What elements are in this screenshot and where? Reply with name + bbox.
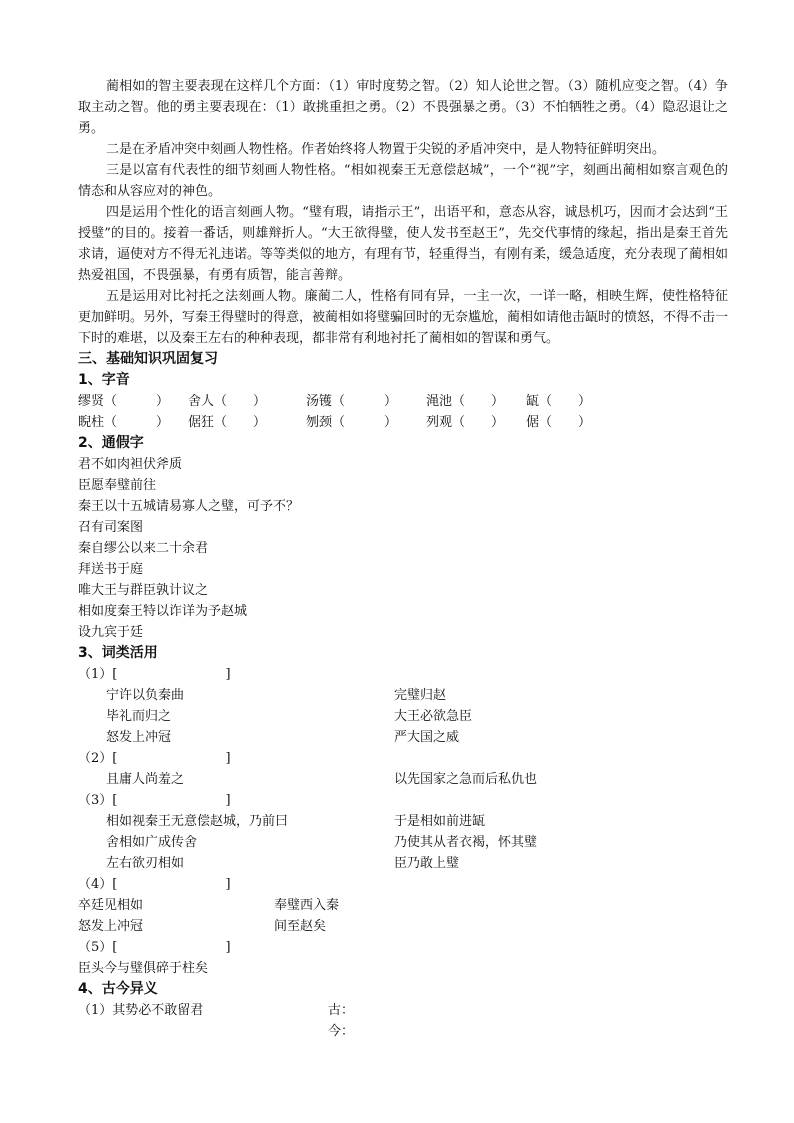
pron-item: 缪贤（ ） xyxy=(78,394,170,409)
pron-item: 汤镬（ ） xyxy=(306,394,398,409)
pron-item: 倨狂（ ） xyxy=(188,415,267,430)
gujin-sentence: （1）其势必不敢留君 xyxy=(78,1003,204,1018)
example-right: 于是相如前进缻 xyxy=(394,814,486,829)
group-1-row xyxy=(78,685,728,706)
pron-item: 列观（ ） xyxy=(426,415,505,430)
gu-label: 古： xyxy=(328,1003,355,1018)
example-left: 宁许以负秦曲 xyxy=(106,688,185,703)
example-left: 毕礼而归之 xyxy=(106,709,172,724)
example-left: 怒发上冲冠 xyxy=(78,919,144,934)
group-4-row xyxy=(78,895,728,916)
paragraph-detail: 三是以富有代表性的细节刻画人物性格。“相如视秦王无意偿赵城”，一个“视”字，刻画出蔺相如察言观色的情态和从容应对的神色。 xyxy=(78,163,728,199)
pron-item: 舍人（ ） xyxy=(188,394,267,409)
paragraph-wisdom-courage: 蔺相如的智主要表现在这样几个方面：（1）审时度势之智。（2）知人论世之智。（3）随机应变之智。（4）争取主动之智。他的勇主要表现在：（1）敢挑重担之勇。（2）不畏强暴之勇。（3）不怕牺牲之勇。（4）隐忍退让之勇。 xyxy=(78,79,728,136)
group-3-row xyxy=(78,853,728,874)
pron-item: 睨柱（ ） xyxy=(78,415,170,430)
tongjia-line: 臣愿奉璧前往 xyxy=(78,478,157,493)
example-right: 以先国家之急而后私仇也 xyxy=(394,772,538,787)
example-right: 间至赵矣 xyxy=(274,919,327,934)
group-3-bracket: （3）[ ] xyxy=(78,793,231,808)
gujin-item-1 xyxy=(78,1000,728,1021)
subsection-word-class-usage: 3、词类活用 xyxy=(78,645,158,661)
tongjia-line: 君不如肉袒伏斧质 xyxy=(78,457,183,472)
example-right: 臣乃敢上璧 xyxy=(394,856,460,871)
paragraph-language: 四是运用个性化的语言刻画人物。“璧有瑕，请指示王”，出语平和，意态从容，诚恳机巧，因而才会达到“王授璧”的目的。接着一番话，则雄辩折人。“大王欲得璧，使人发书至赵王”，先交代事情的缘起，指出是秦王首先求请，逼使对方不得无礼违诺。等等类似的地方，有理有节，轻重得当，有刚有柔，缓急适度，充分表现了蔺相如热爱祖国，不畏强暴，有勇有质智，能言善辩。 xyxy=(78,205,729,283)
tongjia-line: 拜送书于庭 xyxy=(78,562,144,577)
pronunciation-row-1 xyxy=(78,391,728,412)
group-1-row xyxy=(78,706,728,727)
gujin-item-1-jin xyxy=(78,1021,728,1042)
group-3-row xyxy=(78,811,728,832)
subsection-ancient-modern-meaning: 4、古今异义 xyxy=(78,981,158,997)
jin-label: 今： xyxy=(328,1024,355,1039)
pron-item: 刎颈（ ） xyxy=(306,415,398,430)
group-2-row xyxy=(78,769,728,790)
group-1-bracket: （1）[ ] xyxy=(78,667,231,682)
group-5-line: 臣头今与璧俱碎于柱矣 xyxy=(78,961,209,976)
tongjia-line: 相如度秦王特以诈详为予赵城 xyxy=(78,604,248,619)
pron-item: 倨（ ） xyxy=(526,415,592,430)
paragraph-conflict: 二是在矛盾冲突中刻画人物性格。作者始终将人物置于尖锐的矛盾冲突中，是人物特征鲜明突出。 xyxy=(106,142,666,157)
example-left: 相如视秦王无意偿赵城，乃前曰 xyxy=(106,814,289,829)
group-1-row xyxy=(78,727,728,748)
subsection-pronunciation: 1、字音 xyxy=(78,372,130,388)
pronunciation-row-2 xyxy=(78,412,728,433)
group-2-bracket: （2）[ ] xyxy=(78,751,231,766)
group-5-bracket: （5）[ ] xyxy=(78,940,231,955)
tongjia-line: 召有司案图 xyxy=(78,520,144,535)
subsection-interchangeable-chars: 2、通假字 xyxy=(78,435,144,451)
example-right: 完璧归赵 xyxy=(394,688,447,703)
tongjia-line: 唯大王与群臣孰计议之 xyxy=(78,583,209,598)
group-4-row xyxy=(78,916,728,937)
group-3-row xyxy=(78,832,728,853)
example-left: 怒发上冲冠 xyxy=(106,730,172,745)
example-right: 严大国之威 xyxy=(394,730,460,745)
example-left: 舍相如广成传舍 xyxy=(106,835,198,850)
pron-item: 渑池（ ） xyxy=(426,394,505,409)
tongjia-line: 秦自缪公以来二十余君 xyxy=(78,541,209,556)
tongjia-line: 秦王以十五城请易寡人之璧，可予不？ xyxy=(78,499,300,514)
paragraph-contrast: 五是运用对比衬托之法刻画人物。廉蔺二人，性格有同有异，一主一次，一详一略，相映生辉，使性格特征更加鲜明。另外，写秦王得璧时的得意，被蔺相如将璧骗回时的无奈尴尬，蔺相如请他击缻时的愤怒，不得不击一下时的难堪，以及秦王左右的种种表现，都非常有利地衬托了蔺相如的智谋和勇气。 xyxy=(78,289,729,346)
example-left: 且庸人尚羞之 xyxy=(106,772,185,787)
example-right: 奉璧西入秦 xyxy=(274,898,340,913)
example-right: 乃使其从者衣褐，怀其璧 xyxy=(394,835,538,850)
example-left: 卒廷见相如 xyxy=(78,898,144,913)
group-4-bracket: （4）[ ] xyxy=(78,877,231,892)
document-page xyxy=(78,76,728,1042)
example-left: 左右欲刃相如 xyxy=(106,856,185,871)
section-title-basic-review: 三、基础知识巩固复习 xyxy=(78,351,218,367)
tongjia-line: 设九宾于廷 xyxy=(78,625,144,640)
example-right: 大王必欲急臣 xyxy=(394,709,473,724)
pron-item: 缻（ ） xyxy=(526,394,592,409)
